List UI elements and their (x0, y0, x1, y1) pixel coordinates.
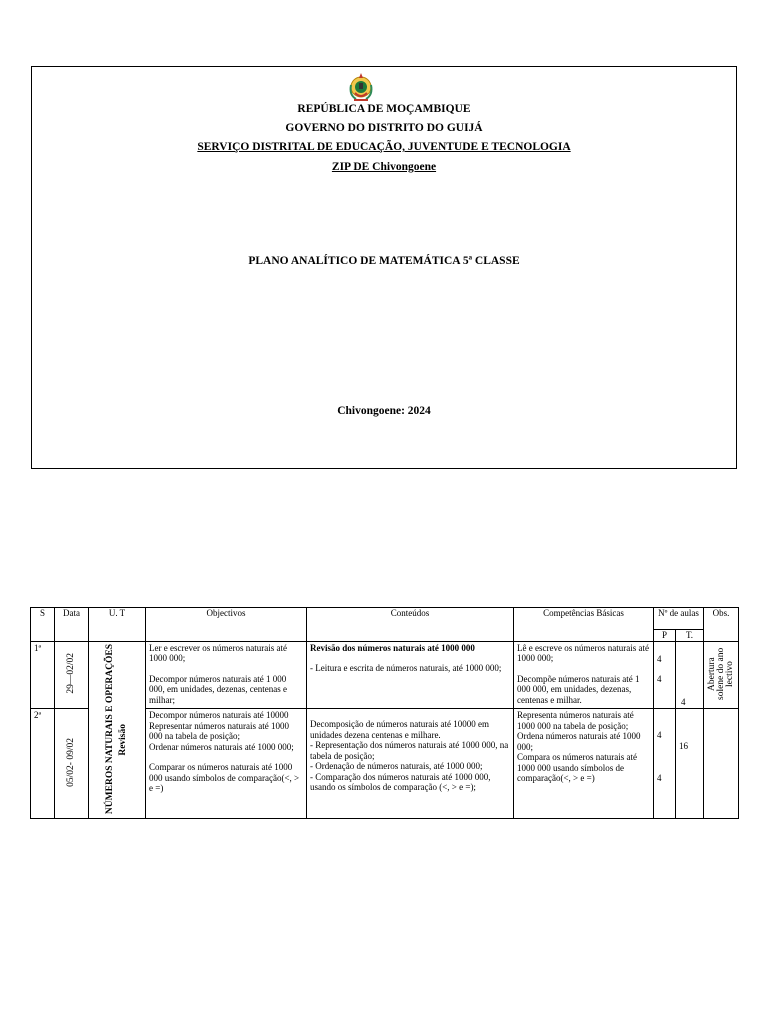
competency-item: Decompõe números naturais até 1 000 000, em unidades, dezenas, centenas e milhar. (517, 673, 640, 705)
content-item: - Leitura e escrita de números naturais, até 1000 000; (310, 663, 502, 673)
place-date: Chivongoene: 2024 (337, 405, 431, 417)
unit-cell (89, 641, 146, 819)
competency-item: Representa números naturais até 1000 000 na tabela de posição; (517, 710, 634, 731)
unit-subtitle: Revisão (118, 724, 129, 757)
competency-item: Ordena números naturais até 1000 000; (517, 731, 641, 752)
row-date (55, 709, 89, 819)
cover-box (31, 66, 737, 469)
row-p (654, 641, 676, 709)
header-data: Data (55, 608, 89, 642)
p-value: 4 (657, 730, 662, 741)
content-item: - Representação dos números naturais até 1000 000, na tabela de posição; (310, 740, 509, 761)
content-item: - Ordenação de números naturais, até 1000 000; (310, 761, 483, 772)
government-line: GOVERNO DO DISTRITO DO GUIJÁ (285, 122, 483, 134)
row-week: 1ª (31, 641, 55, 709)
objective-item: Ordenar números naturais até 1000 000; (149, 741, 294, 752)
content-item: - Comparação dos números naturais até 1000 000, usando os símbolos de comparação (<, > e =); (310, 771, 491, 793)
row-p (654, 709, 676, 819)
unit-title: NÚMEROS NATURAIS E OPERAÇÕES (105, 643, 116, 814)
header-t: T. (676, 630, 704, 642)
row-objectives (146, 709, 307, 819)
header-ut: U. T (89, 608, 146, 642)
row-date (55, 641, 89, 709)
header-aulas: Nº de aulas (654, 608, 704, 630)
header-conteudos: Conteúdos (307, 608, 514, 642)
header-s: S (31, 608, 55, 642)
row-obs (704, 641, 739, 709)
republic-line: REPÚBLICA DE MOÇAMBIQUE (297, 103, 471, 115)
row-date-text: 05/02- 09/02 (66, 738, 77, 787)
header-p: P (654, 630, 676, 642)
objective-item: Representar números naturais até 1000 000 na tabela de posição; (149, 720, 289, 742)
zip-line: ZIP DE Chivongoene (331, 161, 437, 173)
p-value: 4 (657, 674, 662, 684)
row-contents (307, 641, 514, 709)
plan-table (30, 607, 739, 819)
row-t (676, 641, 704, 709)
header-obs: Obs. (704, 608, 739, 642)
header-competencias: Competências Básicas (514, 608, 654, 642)
row-competencies (514, 709, 654, 819)
competency-item: Lê e escreve os números naturais até 1000 000; (517, 642, 649, 663)
objective-item: Comparar os números naturais até 1000 000 usando símbolos de comparação(<, > e =) (149, 762, 300, 794)
content-heading: Revisão dos números naturais até 1000 000 (310, 642, 475, 653)
row-date-text: 29—02/02 (66, 653, 77, 694)
obs-text: Abertura solene do ano lectivo (706, 647, 735, 700)
header-objectivos: Objectivos (146, 608, 307, 642)
p-value: 4 (657, 653, 662, 664)
content-item: Decomposição de números naturais até 10000 em unidades dezena centenas e milhare. (310, 719, 489, 740)
t-value: 4 (681, 696, 686, 707)
service-line: SERVIÇO DISTRITAL DE EDUCAÇÃO, JUVENTUDE E TECNOLOGIA (197, 141, 571, 153)
row-competencies (514, 641, 654, 709)
row-t (676, 709, 704, 819)
objective-item: Decompor números naturais até 10000 (149, 710, 289, 721)
mozambique-emblem-icon (346, 71, 376, 103)
table-row (31, 641, 739, 709)
objective-item: Ler e escrever os números naturais até 1000 000; (149, 642, 287, 663)
objective-item: Decompor números naturais até 1 000 000, em unidades, dezenas, centenas e milhar; (149, 673, 287, 705)
row-objectives (146, 641, 307, 709)
competency-item: Compara os números naturais até 1000 000 usando símbolos de comparação(<, > e =) (517, 752, 637, 784)
t-value: 16 (679, 741, 688, 752)
p-value: 4 (657, 772, 662, 783)
row-contents (307, 709, 514, 819)
row-obs (704, 709, 739, 819)
row-week: 2ª (31, 709, 55, 819)
document-title: PLANO ANALÍTICO DE MATEMÁTICA 5ª CLASSE (248, 255, 520, 267)
